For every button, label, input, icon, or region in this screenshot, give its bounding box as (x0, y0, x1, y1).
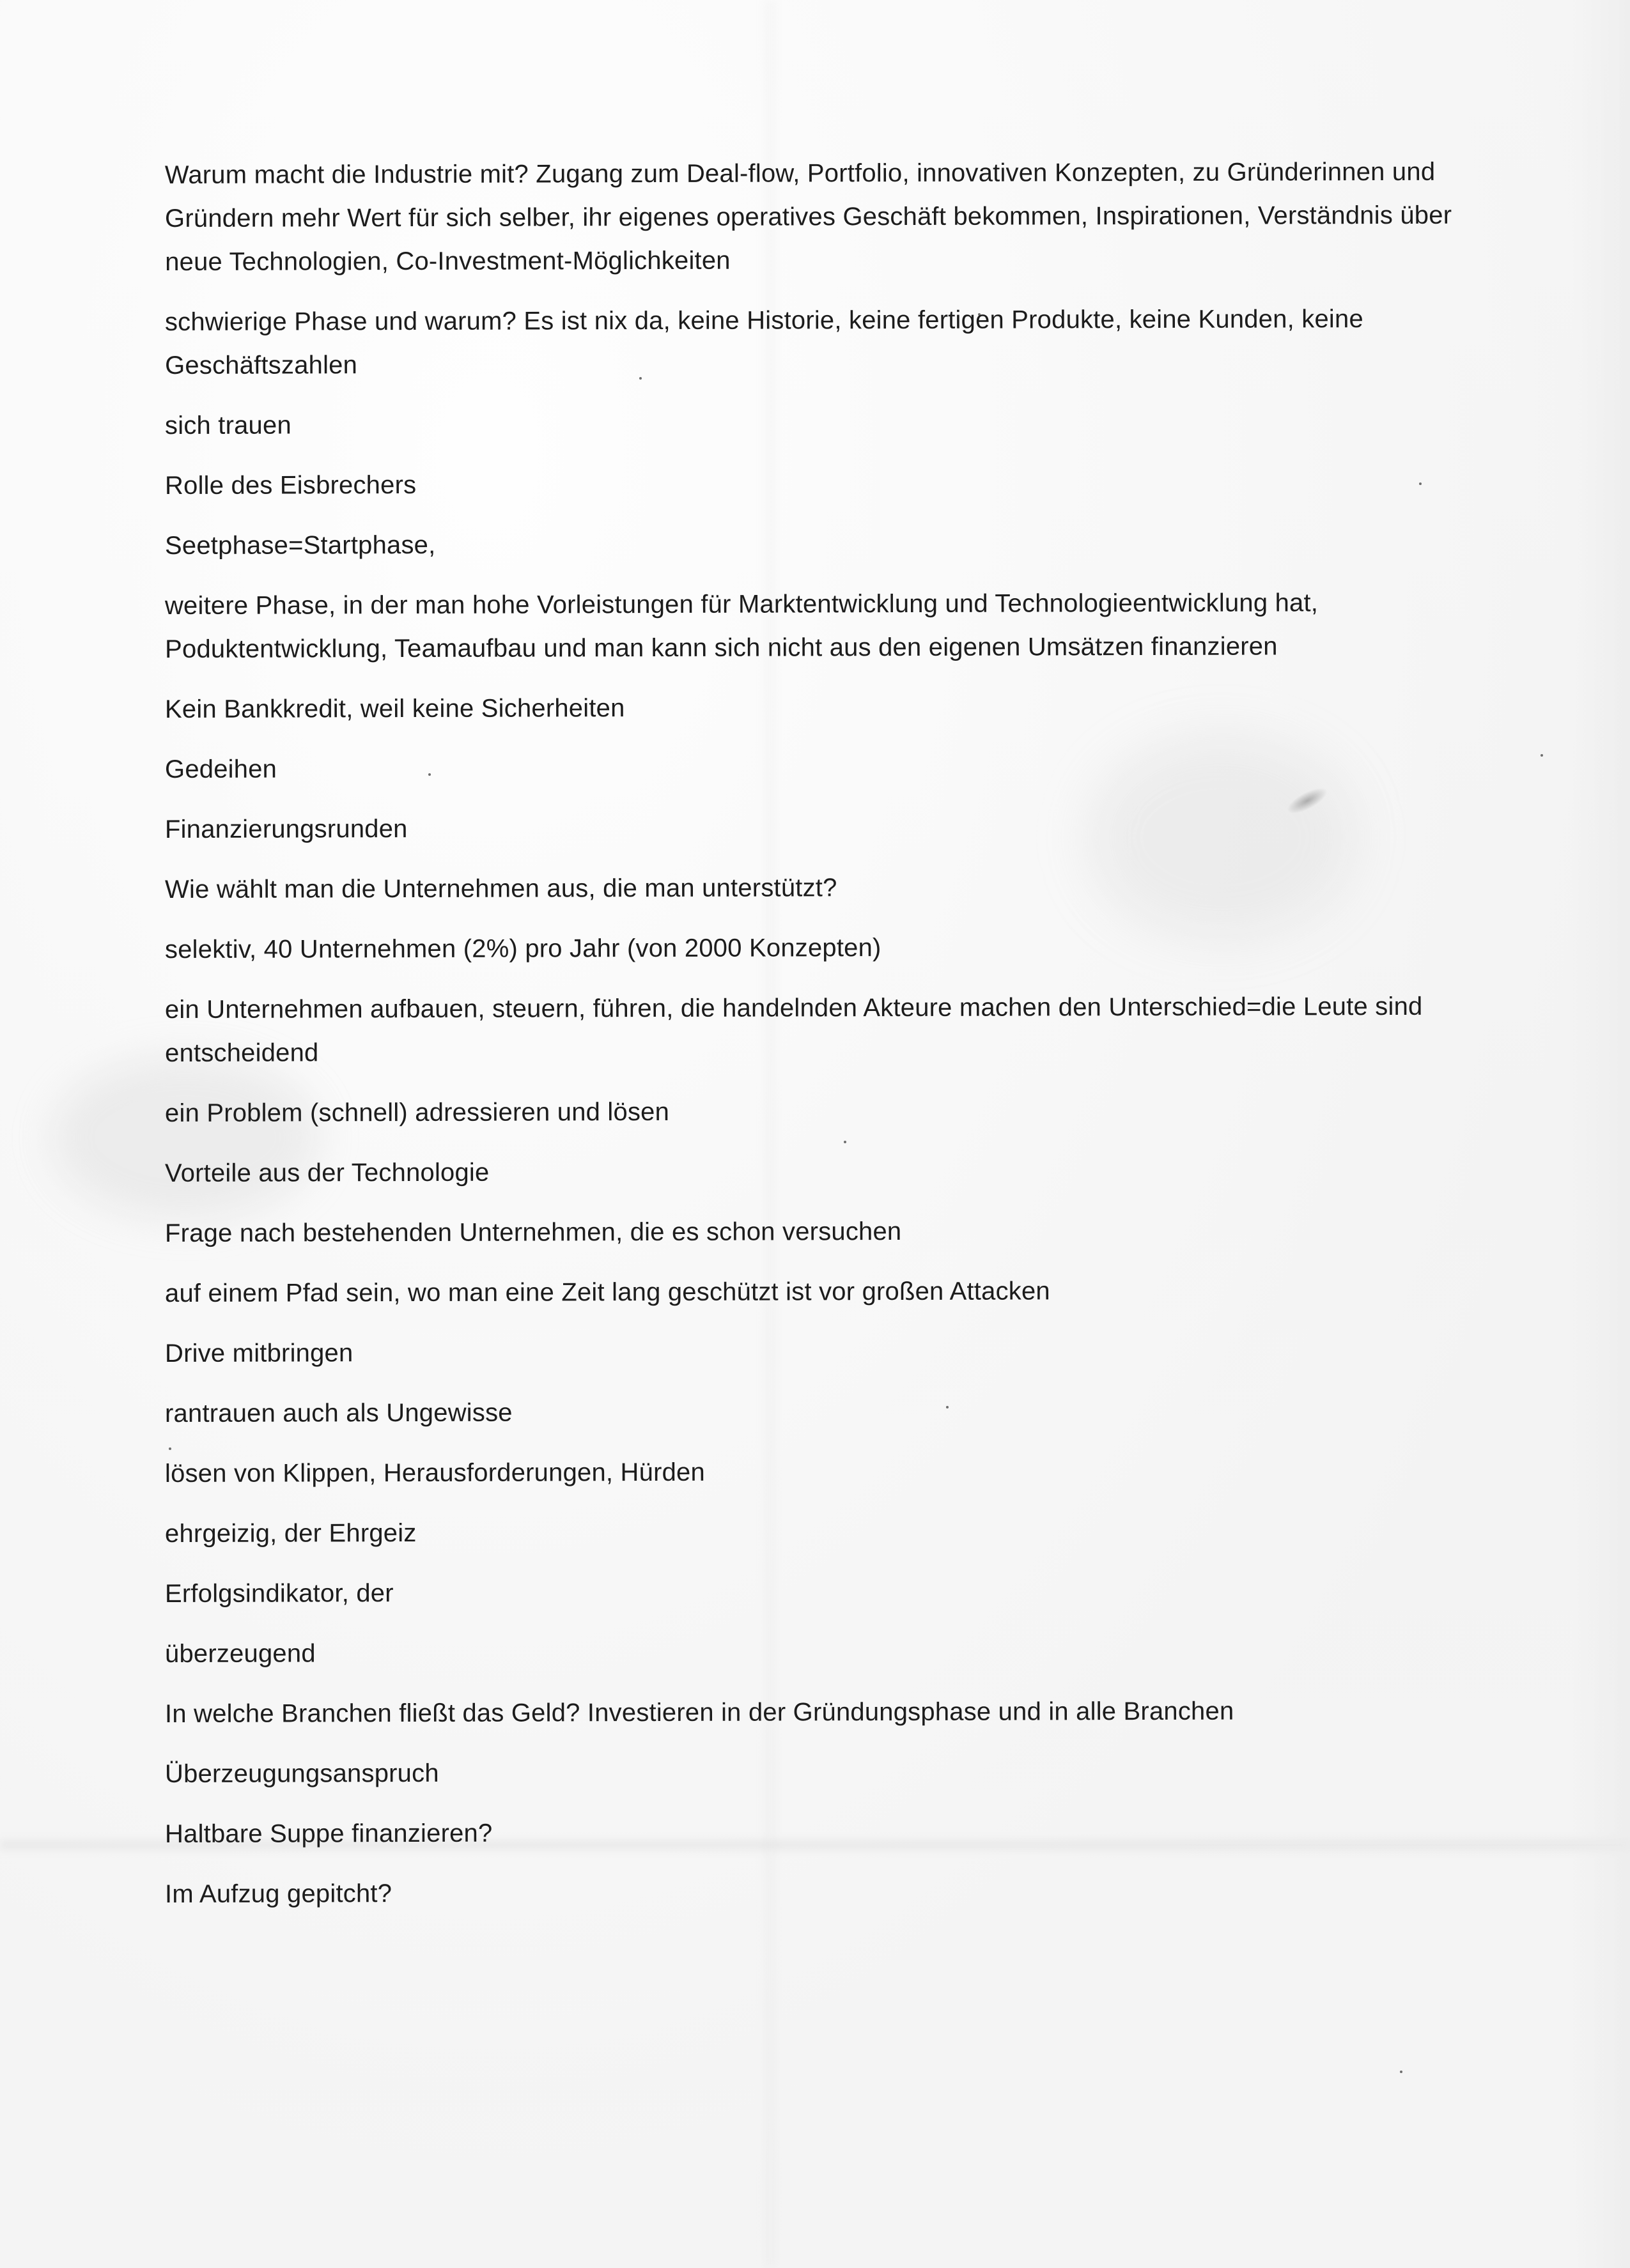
dust-speck (1541, 754, 1543, 757)
paragraph: Rolle des Eisbrechers (164, 470, 417, 500)
paragraph: auf einem Pfad sein, wo man eine Zeit lang geschützt ist vor großen Attacken (164, 1277, 1050, 1308)
paragraph: überzeugend (164, 1639, 316, 1668)
paragraph: Frage nach bestehenden Unternehmen, die es schon versuchen (164, 1217, 902, 1247)
paragraph: ehrgeizig, der Ehrgeiz (164, 1518, 417, 1548)
paragraph: selektiv, 40 Unternehmen (2%) pro Jahr (von 2000 Konzepten) (164, 934, 881, 964)
paragraph: Kein Bankkredit, weil keine Sicherheiten (164, 694, 625, 723)
paragraph: schwierige Phase und warum? Es ist nix da, keine Historie, keine fertigen Produkte, keine Kunden, keine Geschäftszahlen (164, 305, 1363, 380)
dust-speck (1400, 2071, 1402, 2073)
paragraph: Warum macht die Industrie mit? Zugang zum Deal-flow, Portfolio, innovativen Konzepten, zu Gründerinnen und Gründern mehr Wert für sich selber, ihr eigenes operatives Geschäft bekommen, Inspirationen, Verständnis über neue Technologien, Co-Investment-Möglichkeiten (164, 157, 1452, 276)
paragraph: Überzeugungsanspruch (164, 1759, 439, 1788)
paragraph: Finanzierungsrunden (164, 815, 408, 844)
paragraph: Wie wählt man die Unternehmen aus, die man unterstützt? (164, 874, 837, 904)
paragraph: weitere Phase, in der man hohe Vorleistungen für Marktentwicklung und Technologieentwicklung hat, Poduktentwicklung, Teamaufbau und man kann sich nicht aus den eigenen Umsätzen finanzieren (164, 589, 1319, 663)
paragraph: Haltbare Suppe finanzieren? (164, 1819, 493, 1848)
paragraph: Drive mitbringen (164, 1339, 353, 1368)
paragraph: Gedeihen (164, 755, 277, 783)
paragraph: sich trauen (164, 411, 291, 440)
paragraph: rantrauen auch als Ungewisse (164, 1398, 513, 1428)
document-body (165, 153, 1494, 1932)
paragraph: Seetphase=Startphase, (164, 530, 436, 560)
paragraph: Vorteile aus der Technologie (164, 1158, 490, 1187)
paragraph: In welche Branchen fließt das Geld? Investieren in der Gründungsphase und in alle Branchen (164, 1697, 1234, 1728)
paragraph: ein Unternehmen aufbauen, steuern, führen, die handelnden Akteure machen den Unterschied=die Leute sind entscheidend (164, 992, 1423, 1067)
paper-edge-shadow (1572, 0, 1630, 2268)
paragraph: Erfolgsindikator, der (164, 1579, 394, 1608)
paragraph: Im Aufzug gepitcht? (164, 1879, 392, 1908)
paragraph: lösen von Klippen, Herausforderungen, Hürden (164, 1458, 705, 1488)
paragraph: ein Problem (schnell) adressieren und lösen (164, 1097, 670, 1127)
